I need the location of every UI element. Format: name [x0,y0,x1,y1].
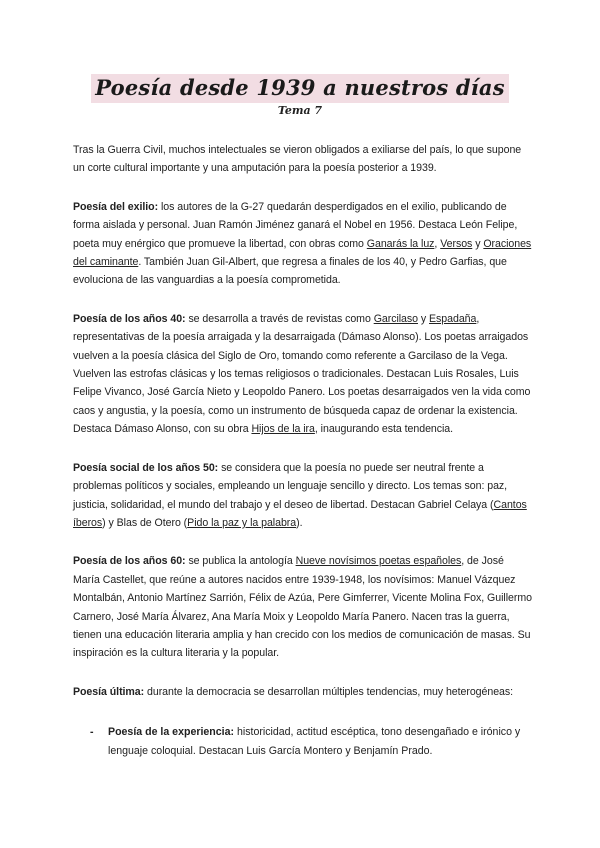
work-title: Oraciones del caminante [73,237,532,269]
section-heading: Poesía de los años 60: [73,555,186,568]
work-title: Nueve novísimos poetas españoles [295,555,462,568]
paragraph-anos-40 [73,310,533,439]
work-title: Pido la paz y la palabra [187,516,297,529]
text-run: se considera que la poesía no puede ser neutral frente a problemas políticos y sociales, empleando un lenguaje sencillo y directo. Los temas son: paz, justicia, solidaridad, el mundo del trabajo y el deseo de libertad. Destacan Gabriel Celaya ( [73,461,508,511]
paragraph-anos-60 [73,552,533,662]
text-run: . También Juan Gil-Albert, que regresa a finales de los 40, y Pedro Garfias, que evoluciona de las vanguardias a la poesía comprometida. [73,256,507,287]
text-run: , representativas de la poesía arraigada y la desarraigada (Dámaso Alonso). Los poetas arraigados vuelven a la poesía clásica del Siglo de Oro, tomando como referente a Garcilaso de la Vega. Vuelven las estrofas clásicas y los temas religiosos o tradicionales. Destacan Luis Rosales, Luis Felipe Vivanco, José García Nieto y Leopoldo Panero. Los poetas desarraigados ven la vida como caos y angustia, y la poesía, como un instrumento de búsqueda capaz de ordenar la existencia. Destaca Dámaso Alonso, con su obra [73,312,531,436]
text-run: , de José María Castellet, que reúne a autores nacidos entre 1939-1948, los novísimos: Manuel Vázquez Montalbán, Antonio Martínez Sarrión, Félix de Azúa, Pere Gimferrer, Vicente Molina Fox, Guillermo Carnero, José María Álvarez, Ana María Moix y Leopoldo María Panero. Nacen tras la guerra, tienen una educación literaria amplia y han crecido con los medios de comunicación de masas. Su inspiración es la cultura literaria y la popular. [73,555,532,660]
text-run: ) y Blas de Otero ( [102,516,188,529]
bullet-dash: - [90,726,94,739]
work-title: Cantos íberos [73,498,527,529]
section-heading: Poesía de los años 40: [73,312,186,325]
list-item-heading: Poesía de la experiencia: [108,726,235,739]
intro-text: Tras la Guerra Civil, muchos intelectuales se vieron obligados a exiliarse del país, lo que supone un corte cultural importante y una amputación para la poesía posterior a 1939. [73,144,522,175]
paragraph-intro [73,141,533,178]
page-title: Poesía desde 1939 a nuestros días [91,74,509,103]
work-title: Garcilaso [373,312,418,325]
work-title: Ganarás la luz [366,237,435,250]
text-run: y [417,312,430,325]
page-subtitle: Tema 7 [277,104,323,117]
text-run: ). [296,516,303,529]
paragraph-anos-50 [73,459,533,533]
section-heading: Poesía del exilio: [73,200,159,213]
text-run: se desarrolla a través de revistas como [185,312,374,325]
title-wrap [0,74,600,103]
work-title: Hijos de la ira [251,423,315,436]
text-run: , [434,237,441,250]
paragraph-ultima [73,683,533,701]
list-item-text: historicidad, actitud escéptica, tono desengañado e irónico y lenguaje coloquial. Destacan Luis García Montero y Benjamín Prado. [108,726,521,757]
text-run: los autores de la G-27 quedarán desperdigados en el exilio, publicando de forma aislada y personal. Juan Ramón Jiménez ganará el Nobel en 1956. Destaca León Felipe, poeta muy enérgico que promueve la libertad, con obras como [73,200,518,250]
text-run: y [472,237,484,250]
work-title: Versos [440,237,473,250]
text-run: durante la democracia se desarrollan múltiples tendencias, muy heterogéneas: [144,685,514,698]
tendencies-list [73,723,533,760]
section-heading: Poesía social de los años 50: [73,461,219,474]
paragraph-exilio [73,198,533,290]
document-body [73,141,533,760]
work-title: Espadaña [429,312,477,325]
text-run: , inaugurando esta tendencia. [314,423,454,436]
text-run: se publica la antología [185,555,296,568]
section-heading: Poesía última: [73,685,145,698]
list-item [73,723,533,760]
